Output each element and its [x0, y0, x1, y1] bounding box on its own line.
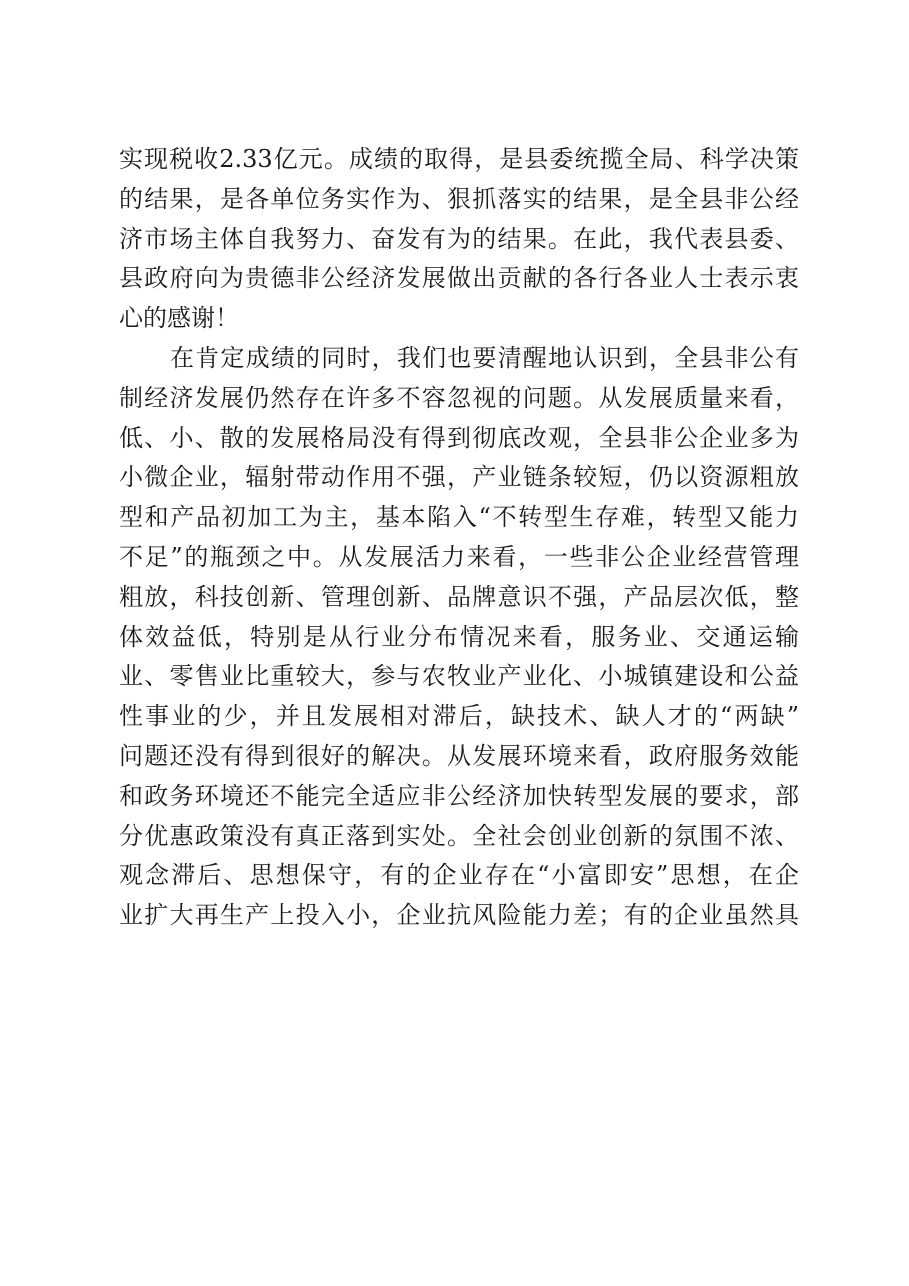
- text-line: 体效益低，特别是从行业分布情况来看，服务业、交通运输: [119, 622, 799, 651]
- text-line: 业扩大再生产上投入小，企业抗风险能力差；有的企业虽然具: [119, 901, 799, 930]
- text-line: 粗放，科技创新、管理创新、品牌意识不强，产品层次低，整: [119, 582, 799, 611]
- text-line: 县政府向为贵德非公经济发展做出贡献的各行各业人士表示衷: [119, 264, 799, 293]
- text-line: 不足”的瓶颈之中。从发展活力来看，一些非公企业经营管理: [119, 542, 799, 571]
- text-line: 的结果，是各单位务实作为、狠抓落实的结果，是全县非公经: [119, 184, 799, 213]
- text-line: 实现税收2.33亿元。成绩的取得，是县委统揽全局、科学决策: [119, 145, 799, 173]
- text-line: 和政务环境还不能完全适应非公经济加快转型发展的要求，部: [119, 781, 799, 810]
- text-line: 济市场主体自我努力、奋发有为的结果。在此，我代表县委、: [119, 224, 799, 253]
- body-text: [119, 140, 799, 936]
- text-line: 小微企业，辐射带动作用不强，产业链条较短，仍以资源粗放: [119, 463, 799, 492]
- text-line: 心的感谢！: [119, 304, 239, 333]
- paragraph-2: [119, 339, 799, 936]
- text-line: 分优惠政策没有真正落到实处。全社会创业创新的氛围不浓、: [119, 821, 799, 850]
- text-line: 制经济发展仍然存在许多不容忽视的问题。从发展质量来看，: [119, 383, 799, 412]
- text-line: 低、小、散的发展格局没有得到彻底改观，全县非公企业多为: [119, 423, 799, 452]
- text-line: 观念滞后、思想保守，有的企业存在“小富即安”思想，在企: [119, 861, 799, 890]
- text-line: 性事业的少，并且发展相对滞后，缺技术、缺人才的“两缺”: [119, 702, 799, 731]
- text-line: 在肯定成绩的同时，我们也要清醒地认识到，全县非公有: [170, 343, 799, 372]
- paragraph-1: [119, 140, 799, 339]
- text-line: 业、零售业比重较大，参与农牧业产业化、小城镇建设和公益: [119, 662, 799, 691]
- text-line: 问题还没有得到很好的解决。从发展环境来看，政府服务效能: [119, 741, 799, 770]
- text-line: 型和产品初加工为主，基本陷入“不转型生存难，转型又能力: [119, 503, 799, 532]
